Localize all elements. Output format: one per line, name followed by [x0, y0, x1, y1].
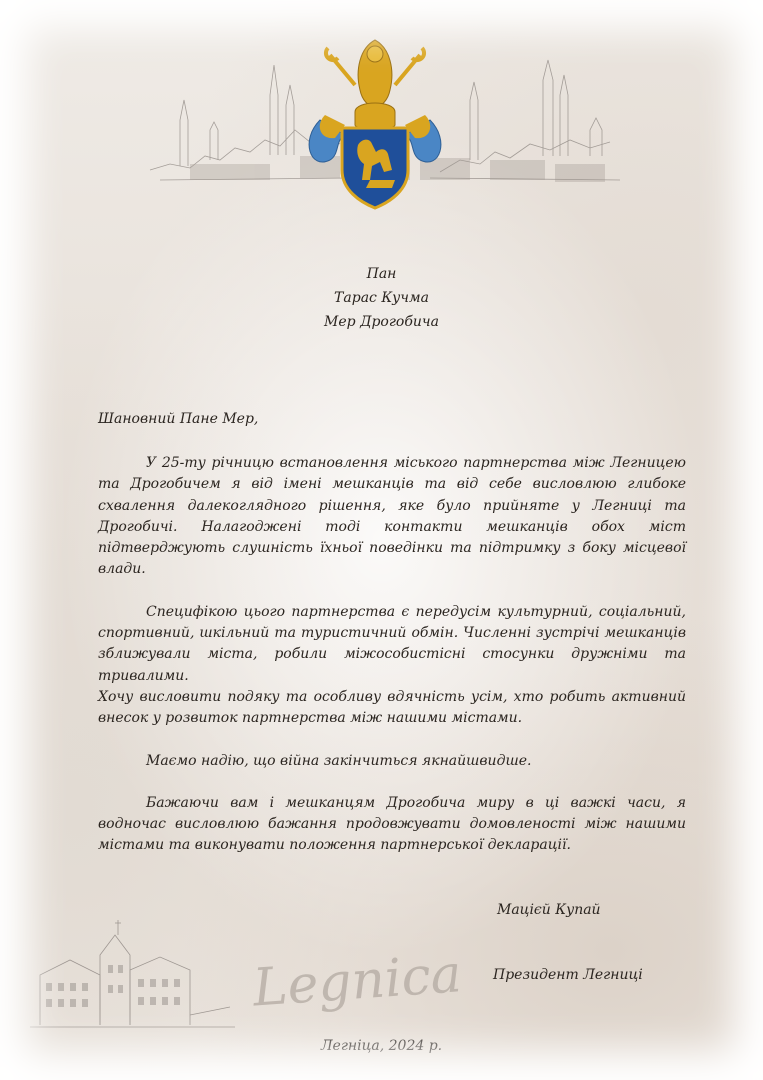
signatory-title: Президент Легниці [493, 967, 643, 983]
paragraph-2: Специфікою цього партнерства є передусім культурний, соціальний, спортивний, шкільний та туристичний обмін. Численні зустрічі мешканців зближували міста, робили міжособистісні стосунки дружніми та тривалими. [98, 603, 686, 684]
paragraph-1: У 25-ту річницю встановлення міського партнерства між Легницею та Дрогобичем я від імені мешканців та від себе висловлюю глибоке схвалення далекоглядного рішення, яке було прийняте у Легниці та Дрогобичі. Налагоджені тоді контакти мешканців обох міст підтверджують слушність їхньої поведінки та підтримку з боку місцевої влади. [98, 455, 686, 578]
addressee-honorific: Пан [366, 266, 397, 282]
addressee-block [0, 262, 763, 334]
greeting: Шановний Пане Мер, [98, 411, 259, 427]
town-hall-sketch [30, 915, 240, 1030]
addressee-name: Тарас Кучма [334, 290, 429, 306]
place-and-date: Легніца, 2024 р. [320, 1038, 443, 1054]
signatory-name: Мацієй Купай [497, 902, 601, 918]
paragraph-4: Маємо надію, що війна закінчиться якнайшвидше. [146, 752, 532, 769]
letter-body [98, 453, 686, 857]
coat-of-arms-emblem [300, 30, 450, 210]
svg-text:Legnica: Legnica [250, 944, 464, 1019]
paragraph-5: Бажаючи вам і мешканцям Дрогобича миру в ці важкі часи, я водночас висловлюю бажання продовжувати домовленості між нашими містами та виконувати положення партнерської декларації. [98, 794, 686, 854]
addressee-position: Мер Дрогобича [324, 314, 439, 330]
legnica-script-logo [245, 944, 464, 1020]
paragraph-3: Хочу висловити подяку та особливу вдячність усім, хто робить активний внесок у розвиток партнерства між нашими містами. [98, 688, 686, 727]
